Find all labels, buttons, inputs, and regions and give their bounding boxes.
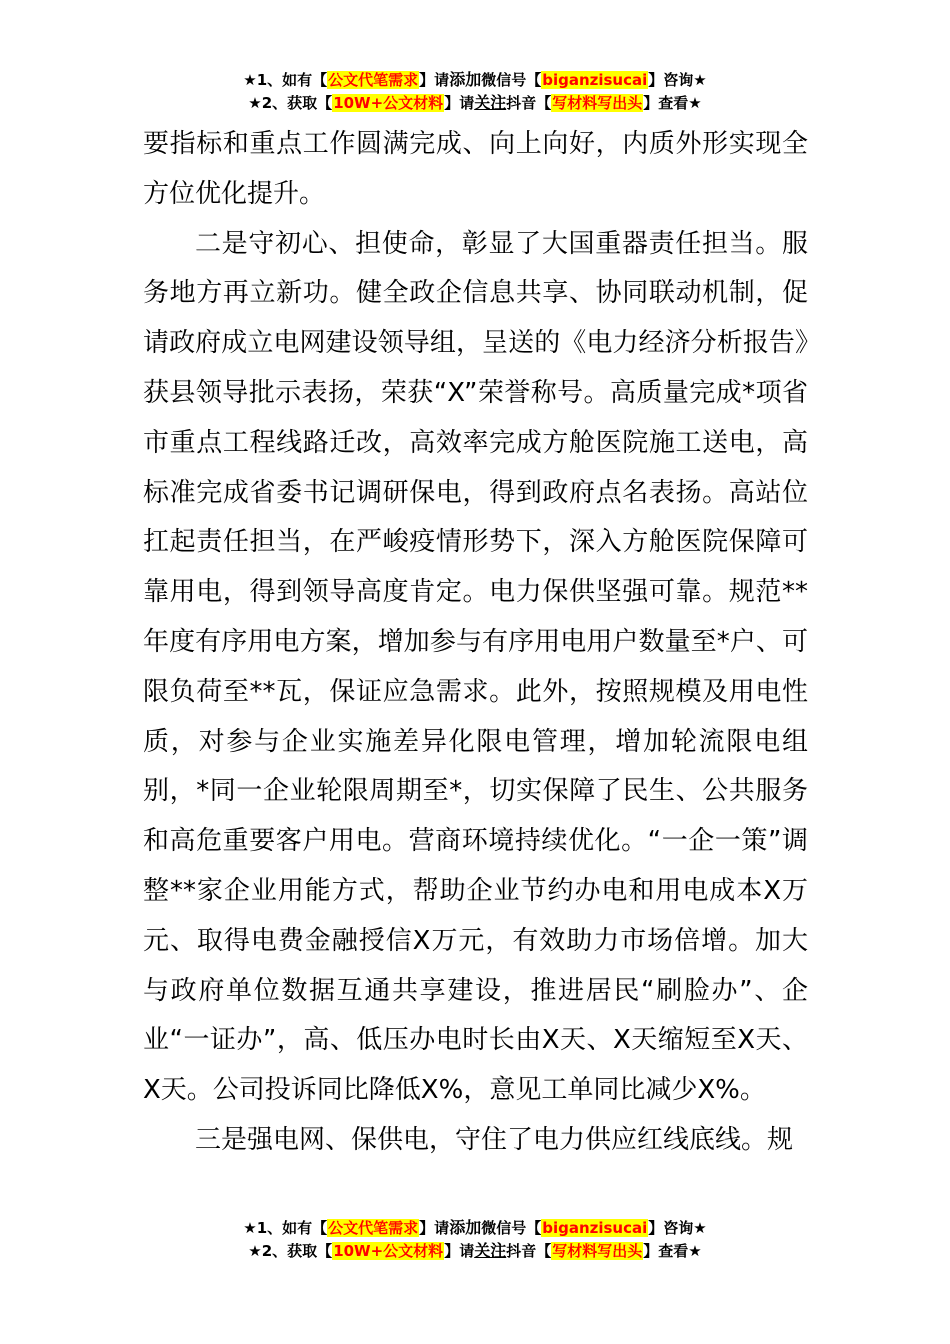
- footer-banner: [0, 1216, 950, 1262]
- footer-line-2-suffix: 】查看★: [643, 1242, 702, 1260]
- footer-line-2-prefix: ★2、获取【: [248, 1242, 333, 1260]
- footer-line-1-highlight-wechat: biganzisucai: [542, 1219, 648, 1237]
- footer-line-2-mid-2: 抖音【: [506, 1242, 552, 1260]
- banner-line-1: [0, 68, 950, 91]
- banner-line-1-emphasis: 添加: [449, 70, 482, 89]
- banner-line-1-highlight-service: 公文代笔需求: [328, 71, 419, 89]
- banner-line-2-prefix: ★2、获取【: [248, 94, 333, 112]
- footer-line-1-emphasis: 添加: [449, 1218, 482, 1237]
- document-body: [143, 120, 808, 1166]
- banner-line-1-mid: 】请: [419, 71, 450, 89]
- banner-line-1-mid-2: 微信号【: [481, 71, 542, 89]
- footer-line-1-mid-2: 微信号【: [481, 1219, 542, 1237]
- banner-line-1-highlight-wechat: biganzisucai: [542, 71, 648, 89]
- banner-line-1-suffix: 】咨询★: [648, 71, 707, 89]
- footer-line-1-mid: 】请: [419, 1219, 450, 1237]
- footer-line-1-highlight-service: 公文代笔需求: [328, 1219, 419, 1237]
- footer-banner-line-2: [0, 1239, 950, 1262]
- footer-line-2-mid: 】请: [444, 1242, 475, 1260]
- paragraph-second-point: 二是守初心、担使命，彰显了大国重器责任担当。服务地方再立新功。健全政企信息共享、协同联动机制，促请政府成立电网建设领导组，呈送的《电力经济分析报告》获县领导批示表扬，荣获“X”荣誉称号。高质量完成*项省市重点工程线路迁改，高效率完成方舱医院施工送电，高标准完成省委书记调研保电，得到政府点名表扬。高站位扛起责任担当，在严峻疫情形势下，深入方舱医院保障可靠用电，得到领导高度肯定。电力保供坚强可靠。规范**年度有序用电方案，增加参与有序用电用户数量至*户、可限负荷至**瓦，保证应急需求。此外，按照规模及用电性质，对参与企业实施差异化限电管理，增加轮流限电组别，*同一企业轮限周期至*，切实保障了民生、公共服务和高危重要客户用电。营商环境持续优化。“一企一策”调整**家企业用能方式，帮助企业节约办电和用电成本X万元、取得电费金融授信X万元，有效助力市场倍增。加大与政府单位数据互通共享建设，推进居民“刷脸办”、企业“一证办”，高、低压办电时长由X天、X天缩短至X天、X天。公司投诉同比降低X%，意见工单同比减少X%。: [143, 228, 808, 1106]
- banner-line-2: [0, 91, 950, 114]
- footer-line-2-emphasis: 关注: [474, 1241, 507, 1260]
- paragraph-continuation: 要指标和重点工作圆满完成、向上向好，内质外形实现全方位优化提升。: [143, 129, 808, 209]
- header-banner: [0, 68, 950, 114]
- banner-line-1-prefix: ★1、如有【: [243, 71, 328, 89]
- banner-line-2-mid-2: 抖音【: [506, 94, 552, 112]
- banner-line-2-mid: 】请: [444, 94, 475, 112]
- banner-line-2-highlight-materials: 10W+公文材料: [333, 94, 444, 112]
- banner-line-2-highlight-douyin: 写材料写出头: [552, 94, 643, 112]
- footer-line-2-highlight-materials: 10W+公文材料: [333, 1242, 444, 1260]
- footer-line-2-highlight-douyin: 写材料写出头: [552, 1242, 643, 1260]
- footer-banner-line-1: [0, 1216, 950, 1239]
- footer-line-1-prefix: ★1、如有【: [243, 1219, 328, 1237]
- footer-line-1-suffix: 】咨询★: [648, 1219, 707, 1237]
- banner-line-2-emphasis: 关注: [474, 93, 507, 112]
- banner-line-2-suffix: 】查看★: [643, 94, 702, 112]
- paragraph-third-point: 三是强电网、保供电，守住了电力供应红线底线。规: [195, 1124, 794, 1155]
